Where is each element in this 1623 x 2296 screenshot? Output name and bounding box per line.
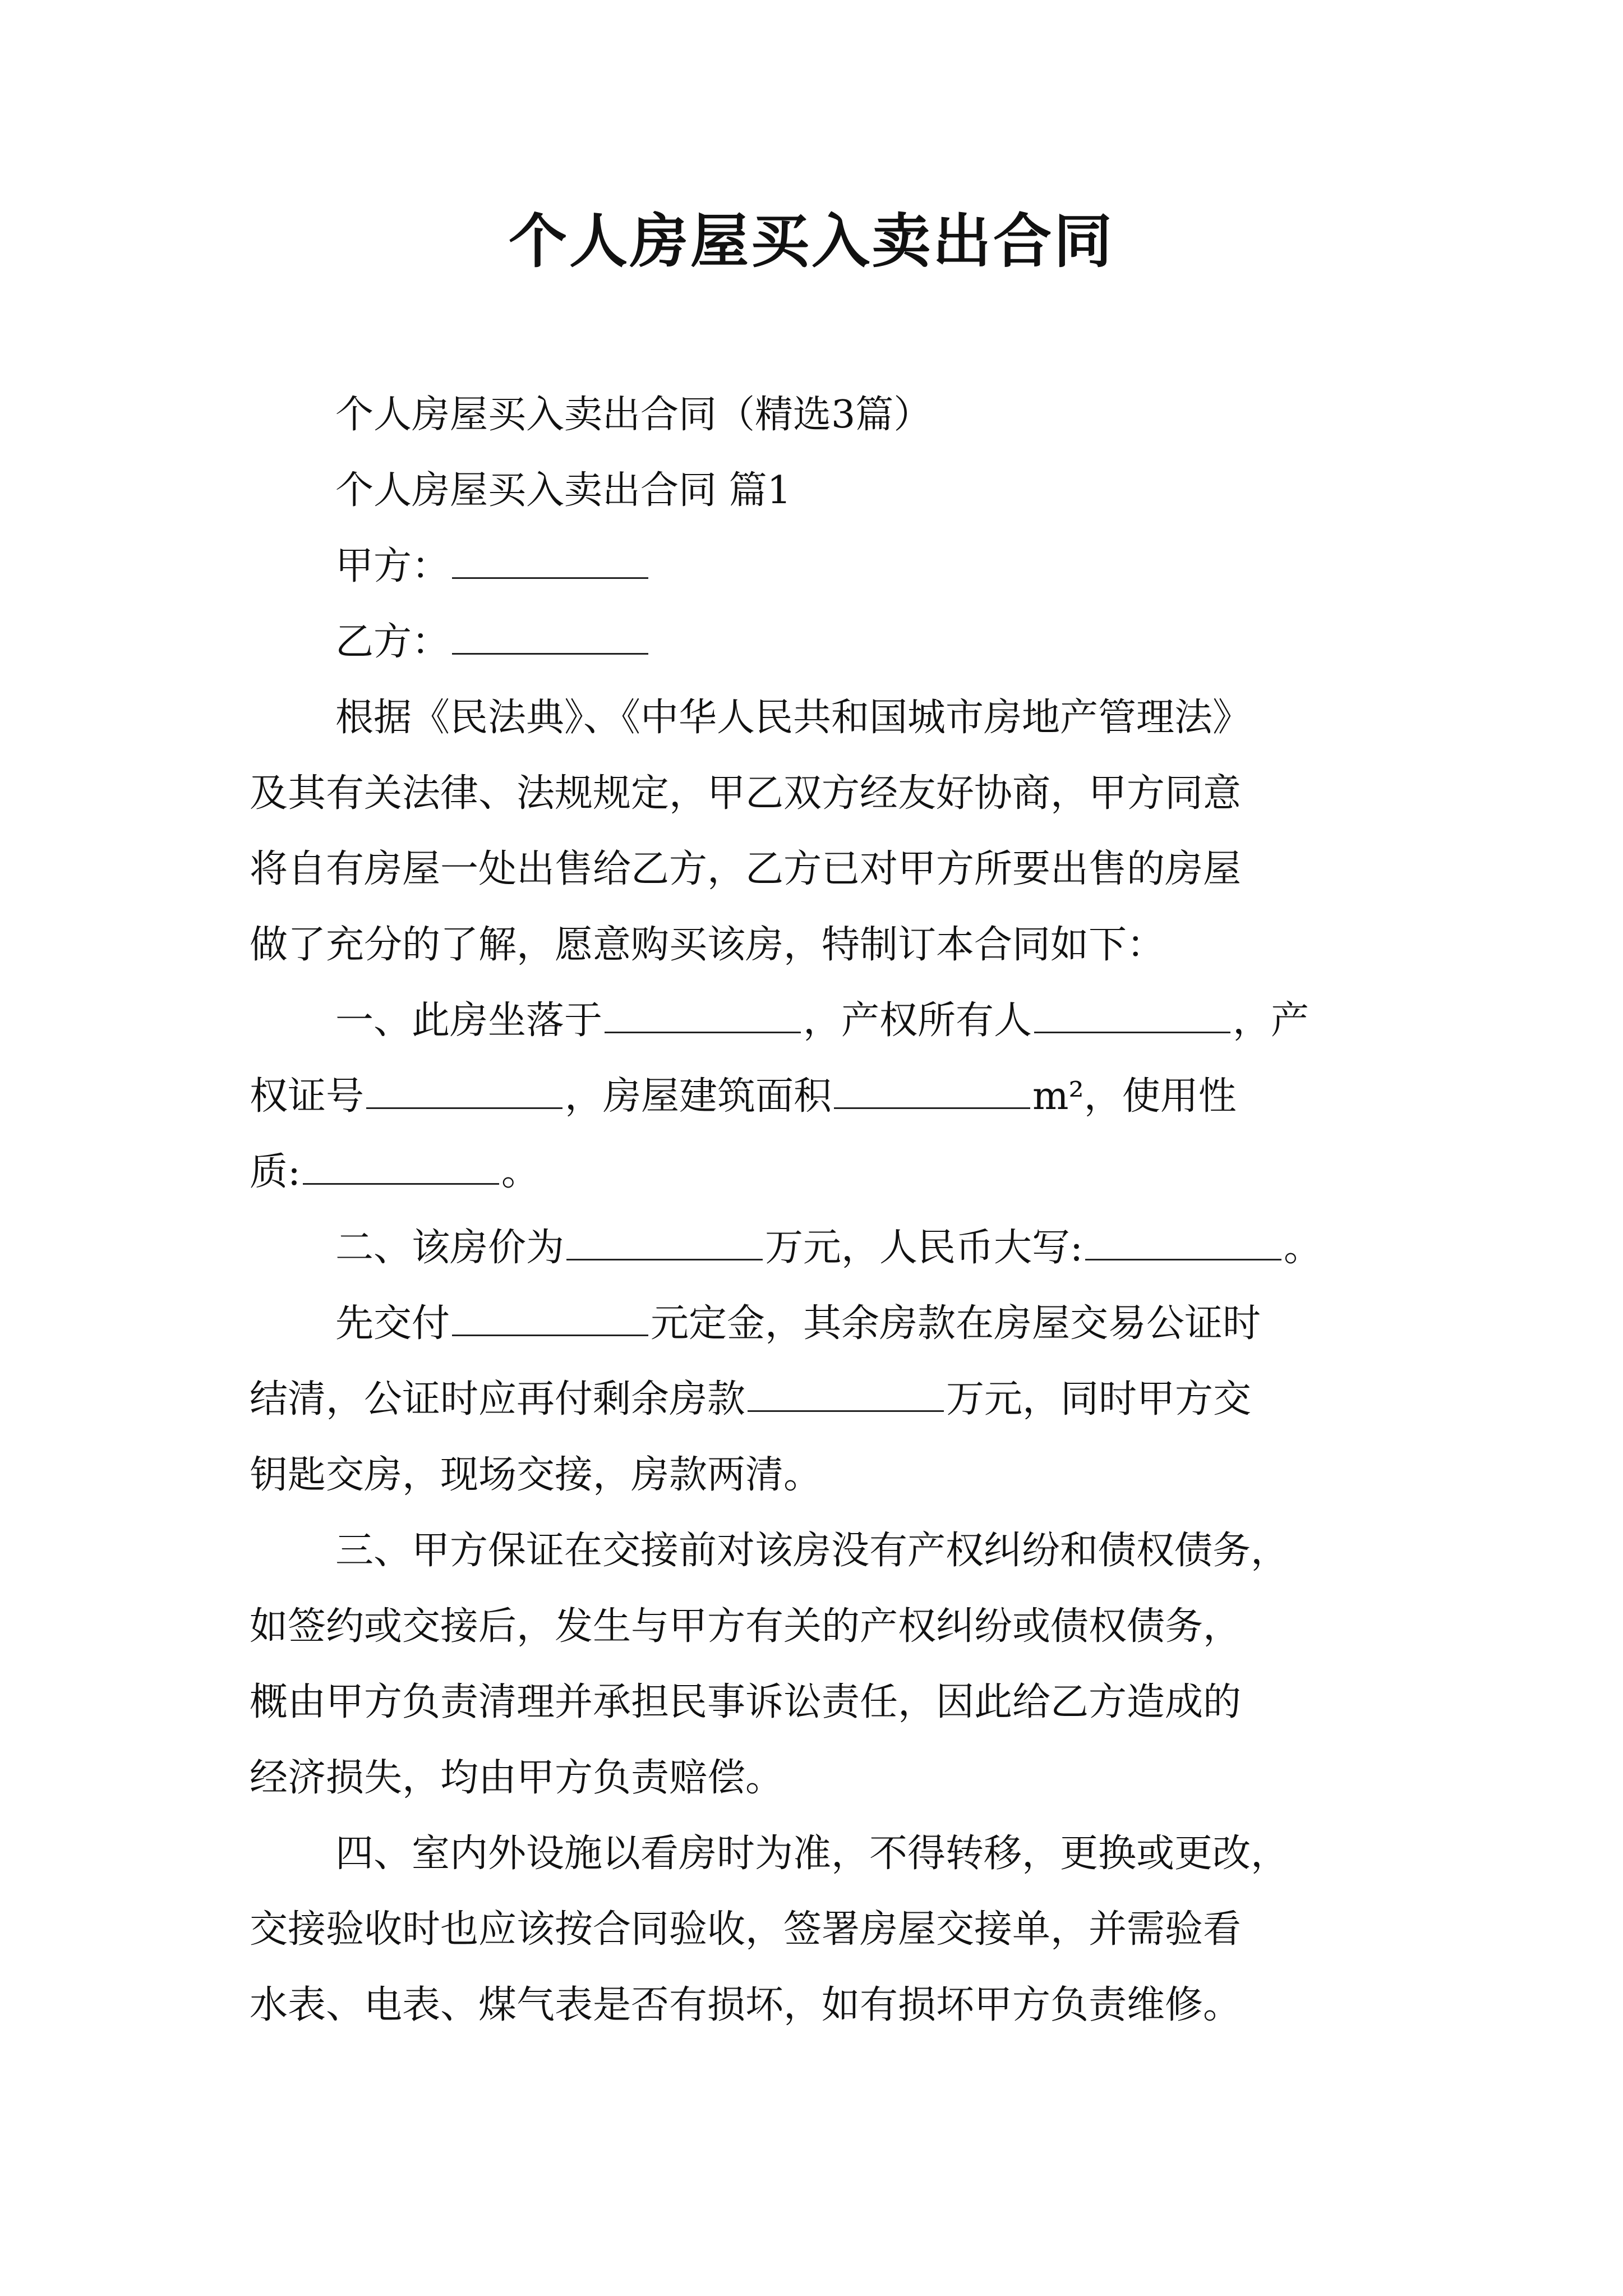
preamble-line-2: 及其有关法律、法规规定，甲乙双方经友好协商，甲方同意 <box>250 771 1242 816</box>
clause-1-text: 质: <box>250 1150 301 1194</box>
clause-2-text: 元定金，其余房款在房屋交易公证时 <box>651 1301 1261 1346</box>
party-b-line <box>335 614 651 670</box>
clause-2-text: 结清，公证时应再付剩余房款 <box>250 1377 746 1421</box>
clause-4-line-3: 水表、电表、煤气表是否有损坏，如有损坏甲方负责维修。 <box>250 1983 1242 2027</box>
remaining-blank <box>748 1375 944 1412</box>
clause-1-text: ，产 <box>1233 999 1310 1043</box>
clause-2-para-line-2 <box>250 1372 1251 1428</box>
clause-1-text: 权证号 <box>250 1074 365 1119</box>
clause-2-text: 。 <box>1283 1226 1322 1270</box>
clause-3-line-2: 如签约或交接后，发生与甲方有关的产权纠纷或债权债务， <box>250 1604 1242 1649</box>
preamble-line-3: 将自有房屋一处出售给乙方，乙方已对甲方所要出售的房屋 <box>250 847 1242 891</box>
clause-1-text: m²，使用性 <box>1032 1074 1237 1119</box>
clause-2-text: 先交付 <box>335 1301 450 1346</box>
party-a-blank <box>452 542 648 579</box>
clause-2-text: 万元，人民币大写: <box>765 1226 1083 1270</box>
clause-3-line-1: 三、甲方保证在交接前对该房没有产权纠纷和债权债务， <box>335 1529 1289 1573</box>
deposit-blank <box>452 1300 648 1336</box>
clause-1-text: 一、此房坐落于 <box>335 999 603 1043</box>
clause-2-para-line-3: 钥匙交房，现场交接，房款两清。 <box>250 1453 822 1497</box>
section-heading: 个人房屋买入卖出合同 篇1 <box>335 468 791 513</box>
clause-1-line-3 <box>250 1144 540 1200</box>
clause-1-text: ，房屋建筑面积 <box>565 1074 832 1119</box>
document-title: 个人房屋买入卖出合同 <box>508 206 1114 275</box>
preamble-line-1: 根据《民法典》、《中华人民共和国城市房地产管理法》 <box>335 696 1251 740</box>
party-a-label: 甲方： <box>335 544 450 588</box>
certificate-blank <box>366 1073 562 1109</box>
price-words-blank <box>1085 1224 1281 1260</box>
price-blank <box>566 1224 763 1260</box>
location-blank <box>605 997 801 1033</box>
clause-3-line-4: 经济损失，均由甲方负责赔偿。 <box>250 1756 784 1800</box>
clause-1-line-2 <box>250 1069 1237 1125</box>
clause-4-line-1: 四、室内外设施以看房时为准，不得转移，更换或更改， <box>335 1832 1289 1876</box>
clause-2-para-line-1 <box>335 1296 1261 1352</box>
owner-blank <box>1034 997 1230 1033</box>
area-blank <box>834 1073 1030 1109</box>
clause-1-text: ，产权所有人 <box>803 999 1032 1043</box>
clause-1-line-1 <box>335 993 1309 1049</box>
clause-3-line-3: 概由甲方负责清理并承担民事诉讼责任，因此给乙方造成的 <box>250 1680 1242 1724</box>
clause-1-text: 。 <box>501 1150 540 1194</box>
clause-2-text: 万元，同时甲方交 <box>946 1377 1252 1421</box>
party-b-blank <box>452 618 648 655</box>
usage-blank <box>303 1148 499 1185</box>
clause-2-text: 二、该房价为 <box>335 1226 565 1270</box>
party-b-label: 乙方： <box>335 620 450 664</box>
subtitle: 个人房屋买入卖出合同（精选3篇） <box>335 393 932 437</box>
party-a-line <box>335 539 651 595</box>
preamble-line-4: 做了充分的了解，愿意购买该房，特制订本合同如下： <box>250 923 1165 967</box>
clause-4-line-2: 交接验收时也应该按合同验收，签署房屋交接单，并需验看 <box>250 1907 1242 1952</box>
clause-2-line-1 <box>335 1220 1322 1276</box>
